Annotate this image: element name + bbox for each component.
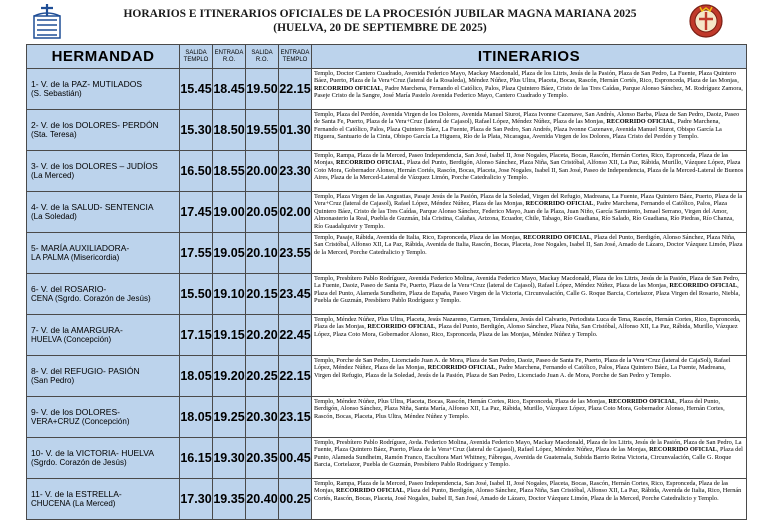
salida-templo-time: 15.50 <box>180 274 213 315</box>
table-row <box>27 233 747 274</box>
recorrido-oficial-label: RECORRIDO OFICIAL <box>669 282 738 290</box>
entrada-templo-time: 23.55 <box>279 233 312 274</box>
itinerary-text-a: Templo, Plaza Virgen de las Angustias, Pasaje Jesús de la Pasión, Plaza de la Soledad, Virgen del Refugio, Madreana, La Fuente, Plaza Quintero Báez, Puerto, Plaza de la Vera+Cruz (lateral de Cajasol), Rafael López, Méndez Núñez, Plaza de las Monjas, <box>314 193 743 208</box>
salida-templo-time: 15.45 <box>180 69 213 110</box>
schedule-table <box>26 44 747 520</box>
itinerary-text-a: Templo, Rampa, Plaza de la Merced, Paseo Independencia, San José, Isabel II, Jose Nogales, Placeta, Bocas, Rascón, Hernán Cortes, Rico, Espronceda, Plaza de las Monjas, <box>314 152 729 167</box>
salida-templo-time: 17.55 <box>180 233 213 274</box>
hermandad-cell <box>27 479 180 520</box>
salida-templo-time: 18.05 <box>180 397 213 438</box>
table-row <box>27 438 747 479</box>
itinerary-cell <box>312 69 747 110</box>
itinerary-text-a: Templo, Presbítero Pablo Rodríguez, Avda. Federico Molina, Avenida Federico Mayo, Mackay Macdonald, Plaza de los Litris, Jesús de la Pasión, Plaza de San Pedro, La Fuente, Plaza Quintero Báez, Puerto, Plaza de la Vera+Cruz (lateral de Cajasol), Rafael López, Méndez Núñez, Plaza de las Monjas, <box>314 439 742 454</box>
entrada-ro-time: 19.15 <box>213 315 246 356</box>
hermandad-church: LA PALMA (Misericordia) <box>31 253 120 262</box>
hermandad-church: CENA (Sgrdo. Corazón de Jesús) <box>31 294 151 303</box>
itinerary-text-b: , Plaza del Punto, Berdigón, Alonso Sánchez, Plaza Niña, San Cristóbal, Alfonso XII, La Paz, Rábida, Murillo, Vázquez López, Plaza Coto Mora, Gobernador Alonso, Hernán Cortés, Rascón, Bocas, Placeta, Jose Nogales, Isabel II, San José, Paseo de Independencia, Plaza de la Merced-Lateral de Buenos Aires, Plaza de la Merced-Lateral de Vázquez Limón, Porche Catedralicio y Templo. <box>314 159 744 182</box>
entrada-templo-time: 23.30 <box>279 151 312 192</box>
itinerary-text-b: , Padre Marchena, Fernando el Católico, Palos, Plaza Quintero Báez, La Fuente, Plaza de San Pedro, San Andrés, Plaza Ivonne Cazenave, Avenida Manuel Siurot, Obispo García La Higuera, Santuario de la Cinta, Obispo García La Higuera, Río de la Plata, Nicaragua, Avenida Virgen de los Dolores, Plaza Cristo del Perdón y Templo. <box>314 118 722 141</box>
hermandad-name: 3- V. de los DOLORES – JUDÍOS <box>31 161 158 171</box>
salida-ro-time: 20.05 <box>246 192 279 233</box>
itinerary-text-a: Templo, Presbítero Pablo Rodríguez, Avenida Federico Molina, Avenida Federico Mayo, Mackay Macdonald, Plaza de los Litris, Jesús de la Pasión, Plaza de San Pedro, La Fuente, Daoiz, Paseo de Santa Fe, Puerto, Plaza de la Vera+Cruz (lateral de Cajasol), Rafael López, Méndez Núñez, Plaza de las Monjas, <box>314 275 740 290</box>
itinerary-cell <box>312 192 747 233</box>
itinerary-text-a: Templo, Rampa, Plaza de la Merced, Paseo Independencia, San José, Isabel II, José Nogales, Placeta, Bocas, Rascón, Hernán Cortes, Rico, Espronceda, Plaza de las Monjas, <box>314 480 729 495</box>
col-header-hermandad: HERMANDAD <box>27 45 180 69</box>
entrada-ro-time: 19.10 <box>213 274 246 315</box>
itinerary-cell <box>312 315 747 356</box>
col-header-entrada-templo: ENTRADA TEMPLO <box>279 45 312 69</box>
itinerary-cell <box>312 274 747 315</box>
entrada-ro-time: 19.25 <box>213 397 246 438</box>
title-line-2: (HUELVA, 20 DE SEPTIEMBRE DE 2025) <box>273 22 487 34</box>
hermandad-name: 2- V. de los DOLORES- PERDÓN <box>31 120 159 130</box>
table-row <box>27 151 747 192</box>
hermandad-name: 1- V. de la PAZ- MUTILADOS <box>31 79 143 89</box>
itinerary-text-b: , Plaza del Punto, Berdigón, Alonso Sánchez, Plaza Niña, San Cristóbal, Alfonso XII, La Paz, Rábida, Avenida de Italia, Rico, Hernán Cortés, Rascón, Bocas, Placeta, José Nogales, Isabel II, San José, Amado de Lázaro, Doctor Vázquez Limón, Plaza de la Merced, Porche Catedralicio y Templo. <box>314 487 742 502</box>
table-row <box>27 110 747 151</box>
salida-ro-time: 20.35 <box>246 438 279 479</box>
entrada-ro-time: 18.45 <box>213 69 246 110</box>
entrada-ro-time: 19.20 <box>213 356 246 397</box>
hermandad-church: (Sgrdo. Corazón de Jesús) <box>31 458 127 467</box>
recorrido-oficial-label: RECORRIDO OFICIAL <box>649 446 717 454</box>
recorrido-oficial-label: RECORRIDO OFICIAL <box>525 200 594 208</box>
entrada-ro-time: 19.35 <box>213 479 246 520</box>
entrada-templo-time: 02.00 <box>279 192 312 233</box>
hermandad-cell <box>27 110 180 151</box>
col-header-salida-ro: SALIDA R.O. <box>246 45 279 69</box>
itinerary-text-b: , Padre Marchena, Fernando el Católico, Palos, Plaza Quintero Báez, La Fuente, Madreana, Virgen del Refugio, Plaza de la Soledad, Jesús de la Pasión, Plaza de San Pedro, Licenciado Juan A. de Mora, Porche de San Pedro y Templo. <box>314 364 726 379</box>
itinerary-text-b: , Padre Marchena, Fernando el Católico, Palos, Plaza Quintero Báez, Cristo de las Tres Caídas, Parque Alonso Sánchez, Federico Mayo, Juan de la Plaza, Juan Niño, García Sarmiento, Ismael Serrano, Virgen del Amor, Almonasterio la Real, Puebla de Guzmán, Isla Cristina, Calañas, Arizona, Ecuador, Chile, Tabago, Río Guadiana, Río Salado, Río Guadiana, Río Piedras, Río Chanza, Río Guadalquivir y Templo. <box>314 200 734 230</box>
salida-templo-time: 18.05 <box>180 356 213 397</box>
header-row <box>27 45 747 69</box>
itinerary-cell <box>312 479 747 520</box>
recorrido-oficial-label: RECORRIDO OFICIAL <box>336 487 404 495</box>
jubilee-crest-icon <box>688 3 724 39</box>
salida-templo-time: 17.45 <box>180 192 213 233</box>
hermandad-name: 11- V. de la ESTRELLA- <box>31 489 122 499</box>
salida-ro-time: 20.00 <box>246 151 279 192</box>
itinerary-text-a: Templo, Plaza del Perdón, Avenida Virgen de los Dolores, Avenida Manuel Siurot, Plaza Ivonne Cazenave, San Andrés, Alonso Barba, Plaza de San Pedro, Daoiz, Paseo de Santa Fe, Puerto, Plaza de la Vera+Cruz (lateral de Cajasol), Rafael López, Méndez Núñez, Plaza de las Monjas, <box>314 111 740 126</box>
hermandad-cell <box>27 397 180 438</box>
hermandad-church: VERA+CRUZ (Concepción) <box>31 417 130 426</box>
hermandad-cell <box>27 69 180 110</box>
hermandad-name: 10- V. de la VICTORIA- HUELVA <box>31 448 154 458</box>
hermandad-name: 5- MARÍA AUXILIADORA- <box>31 243 130 253</box>
recorrido-oficial-label: RECORRIDO OFICIAL <box>606 118 675 126</box>
salida-ro-time: 20.10 <box>246 233 279 274</box>
itinerary-cell <box>312 397 747 438</box>
hermandad-cell <box>27 356 180 397</box>
salida-ro-time: 20.15 <box>246 274 279 315</box>
entrada-templo-time: 01.30 <box>279 110 312 151</box>
itinerary-cell <box>312 438 747 479</box>
hermandad-church: (S. Sebastián) <box>31 89 82 98</box>
itinerary-cell <box>312 110 747 151</box>
itinerary-text-b: , Padre Marchena, Fernando el Católico, Palos, Plaza Quintero Báez, Cristo de las Tres Caídas, Parque Alonso Sánchez, M. Rodríguez Zamora, Paseje Cristo de la Sangre, José María Pastelo Avenida Federico Mayo, Cantero Cuadrado y Templo. <box>314 84 743 100</box>
itinerary-text-a: Templo, Doctor Cantero Cuadrado, Avenida Federico Mayo, Mackay Macdonald, Plaza de los Litris, Jesús de la Pasión, Plaza de San Pedro, La Fuente, Plaza Quintero Báez, Puerto, Plaza de la Vera+Cruz (lateral de la Rosaleda), Méndez Núñez, Plus Ultra, Placeta, Bocas, Rascón, Hernán Cortés, Rico, Espronceda, Plaza de las Monjas, <box>314 70 739 85</box>
entrada-templo-time: 23.15 <box>279 397 312 438</box>
entrada-ro-time: 19.05 <box>213 233 246 274</box>
salida-templo-time: 16.15 <box>180 438 213 479</box>
entrada-templo-time: 22.45 <box>279 315 312 356</box>
table-row <box>27 274 747 315</box>
table-row <box>27 315 747 356</box>
itinerary-text-b: , Plaza del Punto, Berdigón, Alonso Sánchez, Plaza Niña, San Cristóbal, Alfonso XII, La Paz, Rábida, Avenida de Italia, Rascón, Bocas, Placeta, Jose Nogales, Isabel II, San José, Amado de Lázaro, Doctor Vázquez Limón, Plaza de la Merced, Porche Catedralicio y Templo. <box>314 234 743 256</box>
table-row <box>27 69 747 110</box>
entrada-templo-time: 00.25 <box>279 479 312 520</box>
hermandad-cell <box>27 151 180 192</box>
itinerary-cell <box>312 151 747 192</box>
hermandad-cell <box>27 274 180 315</box>
entrada-ro-time: 18.50 <box>213 110 246 151</box>
hermandad-church: HUELVA (Concepción) <box>31 335 112 344</box>
hermandad-church: (Sta. Teresa) <box>31 130 77 139</box>
itinerary-text-a: Templo, Porche de San Pedro, Licenciado Juan A. de Mora, Plaza de San Pedro, Daoiz, Paseo de Santa Fe, Puerto, Plaza de la Vera+Cruz (lateral de CajaSol), Rafael López, Méndez Núñez, Plaza de las Monjas, <box>314 357 731 372</box>
hermandad-church: (La Merced) <box>31 171 75 180</box>
recorrido-oficial-label: RECORRIDO OFICIAL <box>367 323 436 331</box>
salida-templo-time: 15.30 <box>180 110 213 151</box>
salida-ro-time: 20.40 <box>246 479 279 520</box>
table-row <box>27 192 747 233</box>
itinerary-text-b: , Plaza del Punto, Alameda Sundheim, Plaza de España, Paseo Virgen de la Victoria, Circunvalación, Calle G. Roque Barcia, Cortelazor, Plaza Virgen del Rosario, Niebla, Puebla de Guzmán, Presbítero Pablo Rodríguez y Templo. <box>314 282 740 305</box>
salida-ro-time: 19.50 <box>246 69 279 110</box>
hermandad-cell <box>27 233 180 274</box>
table-row <box>27 356 747 397</box>
hermandad-cell <box>27 192 180 233</box>
salida-templo-time: 17.30 <box>180 479 213 520</box>
hermandad-church: (San Pedro) <box>31 376 75 385</box>
page-header <box>0 0 760 42</box>
hermandad-cell <box>27 438 180 479</box>
entrada-templo-time: 22.15 <box>279 356 312 397</box>
col-header-itinerarios: ITINERARIOS <box>312 45 747 69</box>
itinerary-cell <box>312 356 747 397</box>
salida-ro-time: 19.55 <box>246 110 279 151</box>
itinerary-cell <box>312 233 747 274</box>
entrada-ro-time: 18.55 <box>213 151 246 192</box>
hermandad-cell <box>27 315 180 356</box>
itinerary-text-a: Templo, Pasaje, Rábida, Avenida de Italia, Rico, Espronceda, Plaza de las Monjas, <box>314 234 524 241</box>
table-row <box>27 397 747 438</box>
entrada-templo-time: 22.15 <box>279 69 312 110</box>
salida-templo-time: 17.15 <box>180 315 213 356</box>
salida-ro-time: 20.30 <box>246 397 279 438</box>
salida-ro-time: 20.20 <box>246 315 279 356</box>
recorrido-oficial-label: RECORRIDO OFICIAL <box>314 84 382 92</box>
itinerary-text-a: Templo, Méndez Núñez, Plus Ultra, Placeta, Jesús Nazareno, Carmen, Tendalera, Jesús del Calvario, Periodista Luca de Tena, Rascón, Hernán Cortes, Rico, Espronceda, Plaza de las Monjas, <box>314 316 741 331</box>
table-row <box>27 479 747 520</box>
itinerary-text-a: Templo, Méndez Núñez, Plus Ultra, Placeta, Bocas, Rascón, Hernán Cortes, Rico, Espronceda, Plaza de las Monjas, <box>314 398 609 405</box>
recorrido-oficial-label: RECORRIDO OFICIAL <box>523 234 591 241</box>
itinerary-text-b: , Plaza del Punto, Alameda Sundheim, Ramón Franco, Escultora Mari Whitney, Fábregas, Avenida de Guatemala, Subida Barrio Reina Victoria, Circunvalación, Calle G. Roque Barcia, Cortelazor, Puebla de Guzmán, Presbítero Pablo Rodríguez y Templo. <box>314 446 743 469</box>
salida-templo-time: 16.50 <box>180 151 213 192</box>
itinerary-text-b: , Plaza del Punto, Berdigón, Alonso Sánchez, Plaza Niña, San Cristóbal, Alfonso XII, La Paz, Rábida, Murillo, Vázquez López, Plaza Coto Mora, Gobernador Alonso, Rico, Espronceda, Plaza de las Monjas, Méndez Núñez y Templo. <box>314 323 738 338</box>
hermandad-name: 9- V. de los DOLORES- <box>31 407 120 417</box>
entrada-ro-time: 19.00 <box>213 192 246 233</box>
recorrido-oficial-label: RECORRIDO OFICIAL <box>608 398 677 405</box>
bishopric-emblem-icon <box>30 2 64 40</box>
hermandad-church: (La Soledad) <box>31 212 77 221</box>
hermandad-name: 4- V. de la SALUD- SENTENCIA <box>31 202 154 212</box>
recorrido-oficial-label: RECORRIDO OFICIAL <box>427 364 496 372</box>
hermandad-church: CHUCENA (La Merced) <box>31 499 116 508</box>
page-title <box>100 7 660 35</box>
title-line-1: HORARIOS E ITINERARIOS OFICIALES DE LA PROCESIÓN JUBILAR MAGNA MARIANA 2025 <box>123 8 637 20</box>
hermandad-name: 7- V. de la AMARGURA- <box>31 325 123 335</box>
salida-ro-time: 20.25 <box>246 356 279 397</box>
hermandad-name: 8- V. del REFUGIO- PASIÓN <box>31 366 140 376</box>
col-header-entrada-ro: ENTRADA R.O. <box>213 45 246 69</box>
recorrido-oficial-label: RECORRIDO OFICIAL <box>336 159 404 167</box>
hermandad-name: 6- V. del ROSARIO- <box>31 284 107 294</box>
entrada-templo-time: 00.45 <box>279 438 312 479</box>
entrada-ro-time: 19.30 <box>213 438 246 479</box>
itinerary-text-b: , Plaza del Punto, Berdigón, Alonso Sánchez, Plaza Niña, Santa María, Alfonso XII, La Paz, Rábida, Murillo, Vázquez López, Plaza Coto Mora, Gobernador Alonso, Hernán Cortes, Rascón, Bocas, Placeta, Plus Ultra, Méndez Núñez y Templo. <box>314 398 725 420</box>
col-header-salida: SALIDA TEMPLO <box>180 45 213 69</box>
entrada-templo-time: 23.45 <box>279 274 312 315</box>
